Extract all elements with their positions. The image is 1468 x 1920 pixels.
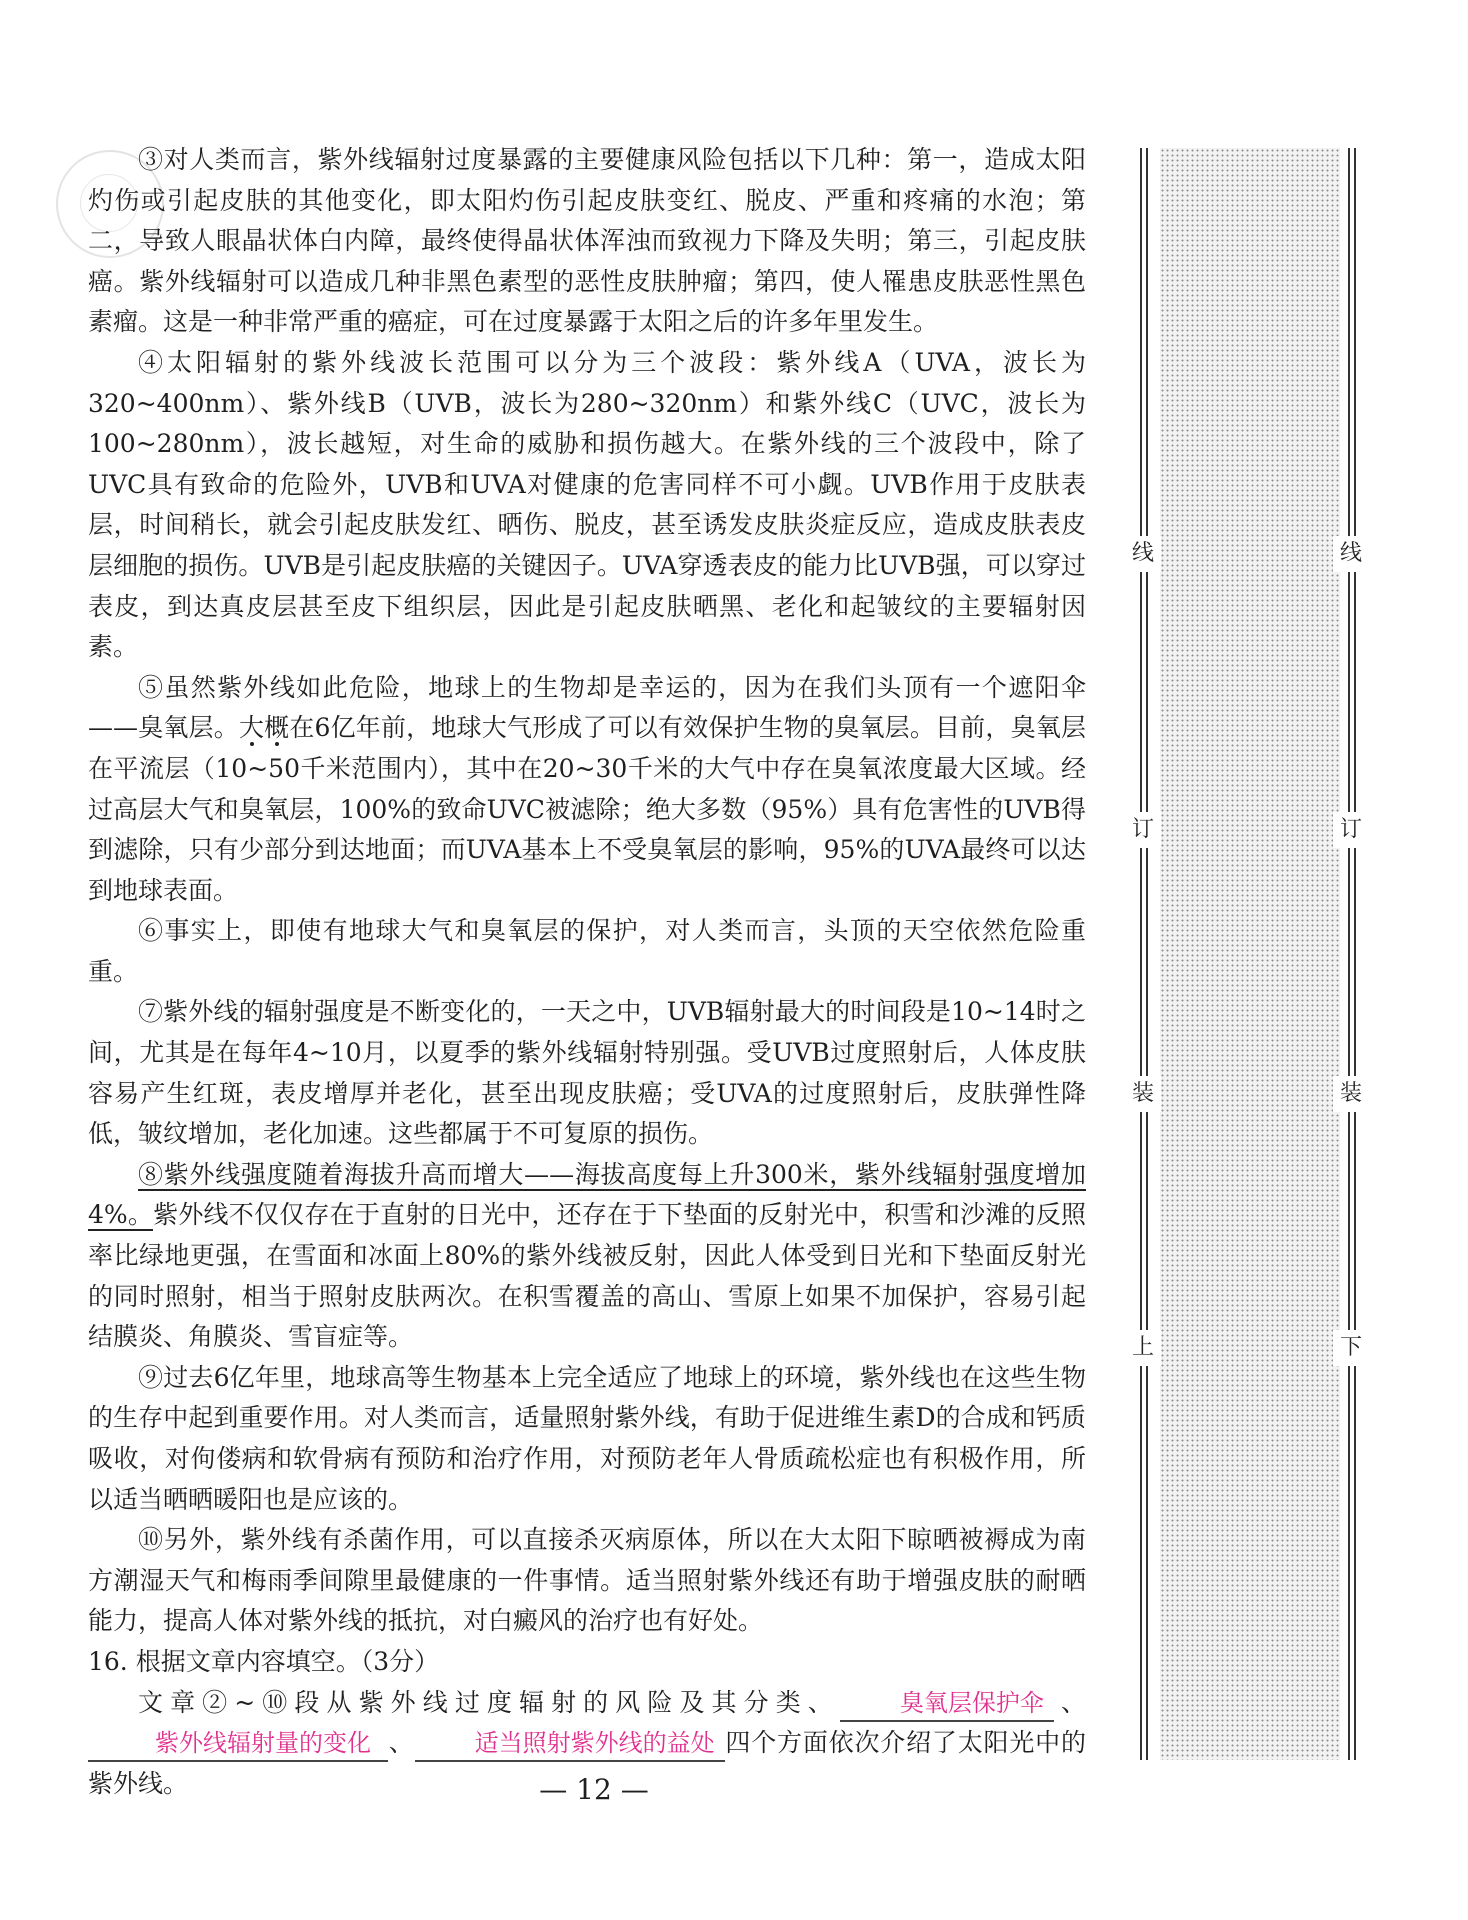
page-number: — 12 — — [539, 1773, 649, 1806]
binding-line — [1140, 148, 1142, 1760]
answer-blank-2[interactable]: 紫外线辐射量的变化 — [88, 1726, 388, 1762]
answer-blank-1[interactable]: 臭氧层保护伞 — [840, 1686, 1054, 1722]
article-text — [88, 140, 1086, 1804]
binding-line — [1146, 148, 1148, 1760]
separator-1: 、 — [1053, 1687, 1086, 1717]
separator-2: 、 — [388, 1728, 415, 1758]
paragraph-8 — [88, 1155, 1086, 1358]
question-prefix: 文章②~⑩段从紫外线过度辐射的风险及其分类、 — [138, 1687, 840, 1717]
binding-label-left-xian: 线 — [1125, 536, 1161, 572]
question-title: 16. 根据文章内容填空。（3分） — [88, 1646, 440, 1676]
answer-blank-3[interactable]: 适当照射紫外线的益处 — [415, 1726, 725, 1762]
emphasis-char-2: 概 — [264, 713, 290, 743]
dotted-binding-strip — [1160, 148, 1340, 1760]
binding-label-right-zhuang: 装 — [1333, 1076, 1369, 1112]
binding-margin — [1131, 148, 1364, 1760]
paragraph-4: ④太阳辐射的紫外线波长范围可以分为三个波段：紫外线A（UVA，波长为320~400nm）、紫外线B（UVB，波长为280~320nm）和紫外线C（UVC，波长为100~280nm），波长越短，对生命的威胁和损伤越大。在紫外线的三个波段中，除了UVC具有致命的危险外，UVB和UVA对健康的危害同样不可小觑。UVB作用于皮肤表层，时间稍长，就会引起皮肤发红、晒伤、脱皮，甚至诱发皮肤炎症反应，造成皮肤表皮层细胞的损伤。UVB是引起皮肤癌的关键因子。UVA穿透表皮的能力比UVB强，可以穿过表皮，到达真皮层甚至皮下组织层，因此是引起皮肤晒黑、老化和起皱纹的主要辐射因素。 — [88, 347, 1086, 662]
question-suffix: 四个方面依次介绍了太阳光中的紫外线。 — [88, 1728, 1086, 1798]
paragraph-5-part-a: ⑤虽然紫外线如此危险，地球上的生物却是幸运的，因为在我们头顶有一个遮阳伞——臭氧层。 — [88, 672, 1086, 743]
binding-label-right-ding: 订 — [1333, 812, 1369, 848]
paragraph-9: ⑨过去6亿年里，地球高等生物基本上完全适应了地球上的环境，紫外线也在这些生物的生存中起到重要作用。对人类而言，适量照射紫外线，有助于促进维生素D的合成和钙质吸收，对佝偻病和软骨病有预防和治疗作用，对预防老年人骨质疏松症也有积极作用，所以适当晒晒暖阳也是应该的。 — [88, 1362, 1086, 1514]
binding-label-left-ding: 订 — [1125, 812, 1161, 848]
paragraph-6: ⑥事实上，即使有地球大气和臭氧层的保护，对人类而言，头顶的天空依然危险重重。 — [88, 916, 1086, 986]
paragraph-7: ⑦紫外线的辐射强度是不断变化的，一天之中，UVB辐射最大的时间段是10~14时之间，尤其是在每年4~10月，以夏季的紫外线辐射特别强。受UVB过度照射后，人体皮肤容易产生红斑，表皮增厚并老化，甚至出现皮肤癌；受UVA的过度照射后，皮肤弹性降低，皱纹增加，老化加速。这些都属于不可复原的损伤。 — [88, 997, 1086, 1149]
binding-label-left-zhuang: 装 — [1125, 1076, 1161, 1112]
paragraph-5-part-b: 在6亿年前，地球大气形成了可以有效保护生物的臭氧层。目前，臭氧层在平流层（10~50千米范围内），其中在20~30千米的大气中存在臭氧浓度最大区域。经过高层大气和臭氧层，100%的致命UVC被滤除；绝大多数（95%）具有危害性的UVB得到滤除，只有少部分到达地面；而UVA基本上不受臭氧层的影响，95%的UVA最终可以达到地球表面。 — [88, 713, 1086, 905]
binding-label-right-xia: 下 — [1333, 1330, 1369, 1366]
paragraph-10: ⑩另外，紫外线有杀菌作用，可以直接杀灭病原体，所以在大太阳下晾晒被褥成为南方潮湿天气和梅雨季间隙里最健康的一件事情。适当照射紫外线还有助于增强皮肤的耐晒能力，提高人体对紫外线的抵抗，对白癜风的治疗也有好处。 — [88, 1525, 1086, 1636]
binding-label-left-shang: 上 — [1125, 1330, 1161, 1366]
binding-label-right-xian: 线 — [1333, 536, 1369, 572]
underlined-sentence: ⑧紫外线强度随着海拔升高而增大——海拔高度每上升300米，紫外线辐射强度增加4%。 — [88, 1159, 1086, 1230]
emphasis-char-1: 大 — [238, 713, 265, 743]
paragraph-8-rest: 紫外线不仅仅存在于直射的日光中，还存在于下垫面的反射光中，积雪和沙滩的反照率比绿地更强，在雪面和冰面上80%的紫外线被反射，因此人体受到日光和下垫面反射光的同时照射，相当于照射皮肤两次。在积雪覆盖的高山、雪原上如果不加保护，容易引起结膜炎、角膜炎、雪盲症等。 — [88, 1200, 1086, 1352]
paragraph-3: ③对人类而言，紫外线辐射过度暴露的主要健康风险包括以下几种：第一，造成太阳灼伤或引起皮肤的其他变化，即太阳灼伤引起皮肤变红、脱皮、严重和疼痛的水泡；第二，导致人眼晶状体白内障，最终使得晶状体浑浊而致视力下降及失明；第三，引起皮肤癌。紫外线辐射可以造成几种非黑色素型的恶性皮肤肿瘤；第四，使人罹患皮肤恶性黑色素瘤。这是一种非常严重的癌症，可在过度暴露于太阳之后的许多年里发生。 — [88, 145, 1086, 337]
binding-line — [1348, 148, 1350, 1760]
binding-line — [1354, 148, 1356, 1760]
paragraph-5 — [88, 668, 1086, 912]
